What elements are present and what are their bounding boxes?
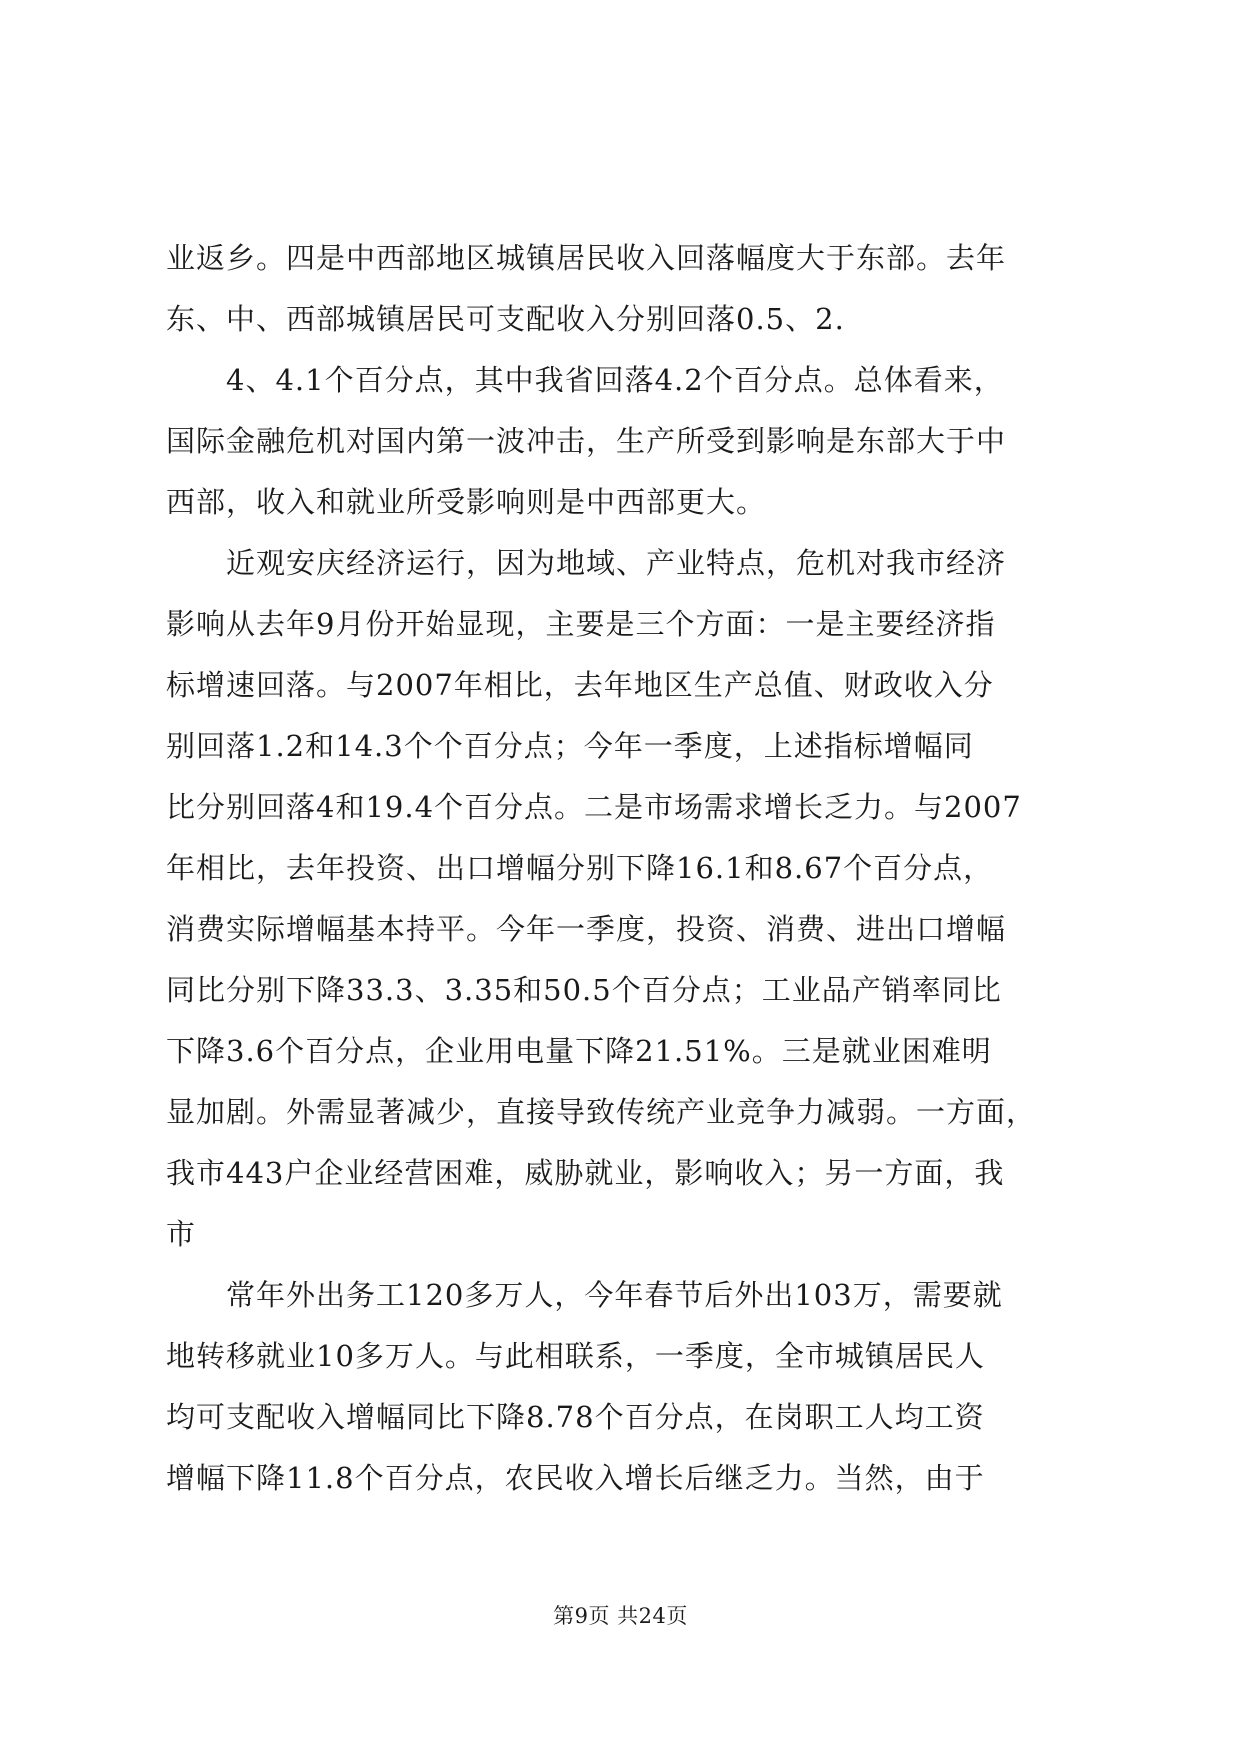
text-line: 常年外出务工120多万人，今年春节后外出103万，需要就 — [226, 1278, 1003, 1312]
paragraph — [166, 228, 1078, 350]
text-line: 4、4.1个百分点，其中我省回落4.2个百分点。总体看来， — [226, 363, 1004, 397]
paragraph — [166, 1265, 1078, 1509]
text-line: 地转移就业10多万人。与此相联系，一季度，全市城镇居民人 — [166, 1339, 985, 1373]
text-line: 西部，收入和就业所受影响则是中西部更大。 — [166, 485, 767, 519]
text-line: 增幅下降11.8个百分点，农民收入增长后继乏力。当然，由于 — [166, 1461, 985, 1495]
text-line: 市 — [166, 1217, 197, 1251]
paragraph — [166, 533, 1078, 1265]
paragraph — [166, 350, 1078, 533]
text-line: 下降3.6个百分点，企业用电量下降21.51%。三是就业困难明 — [166, 1034, 992, 1068]
text-line: 消费实际增幅基本持平。今年一季度，投资、消费、进出口增幅 — [166, 912, 1007, 946]
page-footer: 第9页 共24页 — [553, 1604, 688, 1628]
text-line: 国际金融危机对国内第一波冲击，生产所受到影响是东部大于中 — [166, 424, 1007, 458]
text-line: 业返乡。四是中西部地区城镇居民收入回落幅度大于东部。去年 — [166, 241, 1007, 275]
text-line: 年相比，去年投资、出口增幅分别下降16.1和8.67个百分点， — [166, 851, 994, 885]
text-line: 别回落1.2和14.3个个百分点；今年一季度，上述指标增幅同 — [166, 729, 974, 763]
text-line: 比分别回落4和19.4个百分点。二是市场需求增长乏力。与2007 — [166, 790, 1022, 824]
text-line: 影响从去年9月份开始显现，主要是三个方面：一是主要经济指 — [166, 607, 996, 641]
document-body — [166, 228, 1078, 1509]
text-line: 近观安庆经济运行，因为地域、产业特点，危机对我市经济 — [226, 546, 1007, 580]
text-line: 标增速回落。与2007年相比，去年地区生产总值、财政收入分 — [166, 668, 994, 702]
text-line: 我市443户企业经营困难，威胁就业，影响收入；另一方面，我 — [166, 1156, 1005, 1190]
text-line: 同比分别下降33.3、3.35和50.5个百分点；工业品产销率同比 — [166, 973, 1002, 1007]
text-line: 显加剧。外需显著减少，直接导致传统产业竞争力减弱。一方面， — [166, 1095, 1037, 1129]
text-line: 东、中、西部城镇居民可支配收入分别回落0.5、2. — [166, 302, 845, 336]
text-line: 均可支配收入增幅同比下降8.78个百分点，在岗职工人均工资 — [166, 1400, 985, 1434]
